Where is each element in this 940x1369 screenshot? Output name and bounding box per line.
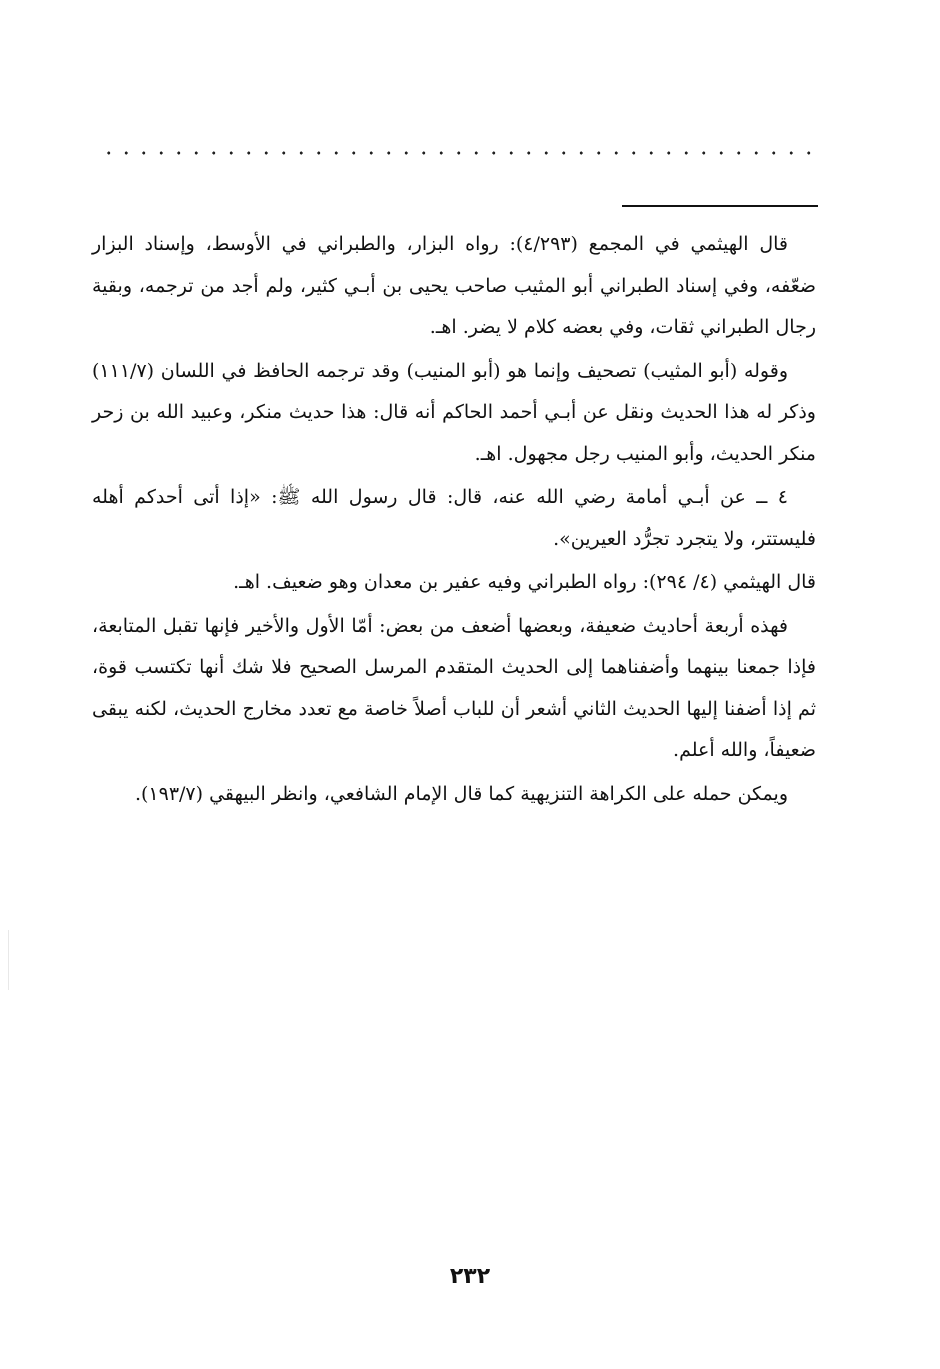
footnote-paragraph: قال الهيثمي في المجمع (٤/٢٩٣): رواه البزار، والطبراني في الأوسط، وإسناد البزار ضعّفه، وفي إسناد الطبراني أبو المثيب صاحب يحيى بن أبـي كثير، ولم أجد من ترجمه، وبقية رجال الطبراني ثقات، وفي بعضه كلام لا يضر. اهـ. [92, 233, 816, 338]
footnote-paragraph: وقوله (أبو المثيب) تصحيف وإنما هو (أبو المنيب) وقد ترجمه الحافظ في اللسان (١١١/٧) وذكر له هذا الحديث ونقل عن أبـي أحمد الحاكم أنه قال: هذا حديث منكر، وعبيد الله بن زحر منكر الحديث، وأبو المنيب رجل مجهول. اهـ. [92, 359, 816, 465]
footnotes-section [92, 224, 816, 815]
dotted-separator [100, 150, 818, 156]
page-number: ٢٣٢ [449, 1264, 491, 1289]
footnote-paragraph: ٤ ــ عن أبـي أمامة رضي الله عنه، قال: قال رسول الله ﷺ: «إذا أتى أحدكم أهله فليستتر، ولا يتجرد تجرُّد العيرين». [92, 486, 816, 550]
footnote-paragraph: فهذه أربعة أحاديث ضعيفة، وبعضها أضعف من بعض: أمّا الأول والأخير فإنها تقبل المتابعة، فإذا جمعنا بينهما وأضفناهما إلى الحديث المتقدم المرسل الصحيح فلا شك أنها تكتسب قوة، ثم إذا أضفنا إليها الحديث الثاني أشعر أن للباب أصلاً خاصة مع تعدد مخارج الحديث، لكنه يبقى ضعيفاً، والله أعلم. [92, 614, 816, 761]
footnote-paragraph: قال الهيثمي (٤/ ٢٩٤): رواه الطبراني وفيه عفير بن معدان وهو ضعيف. اهـ. [233, 571, 816, 593]
footnote-paragraph: ويمكن حمله على الكراهة التنزيهية كما قال الإمام الشافعي، وانظر البيهقي (١٩٣/٧). [134, 782, 788, 805]
scan-artifact [8, 930, 9, 990]
footnote-rule [622, 205, 818, 207]
